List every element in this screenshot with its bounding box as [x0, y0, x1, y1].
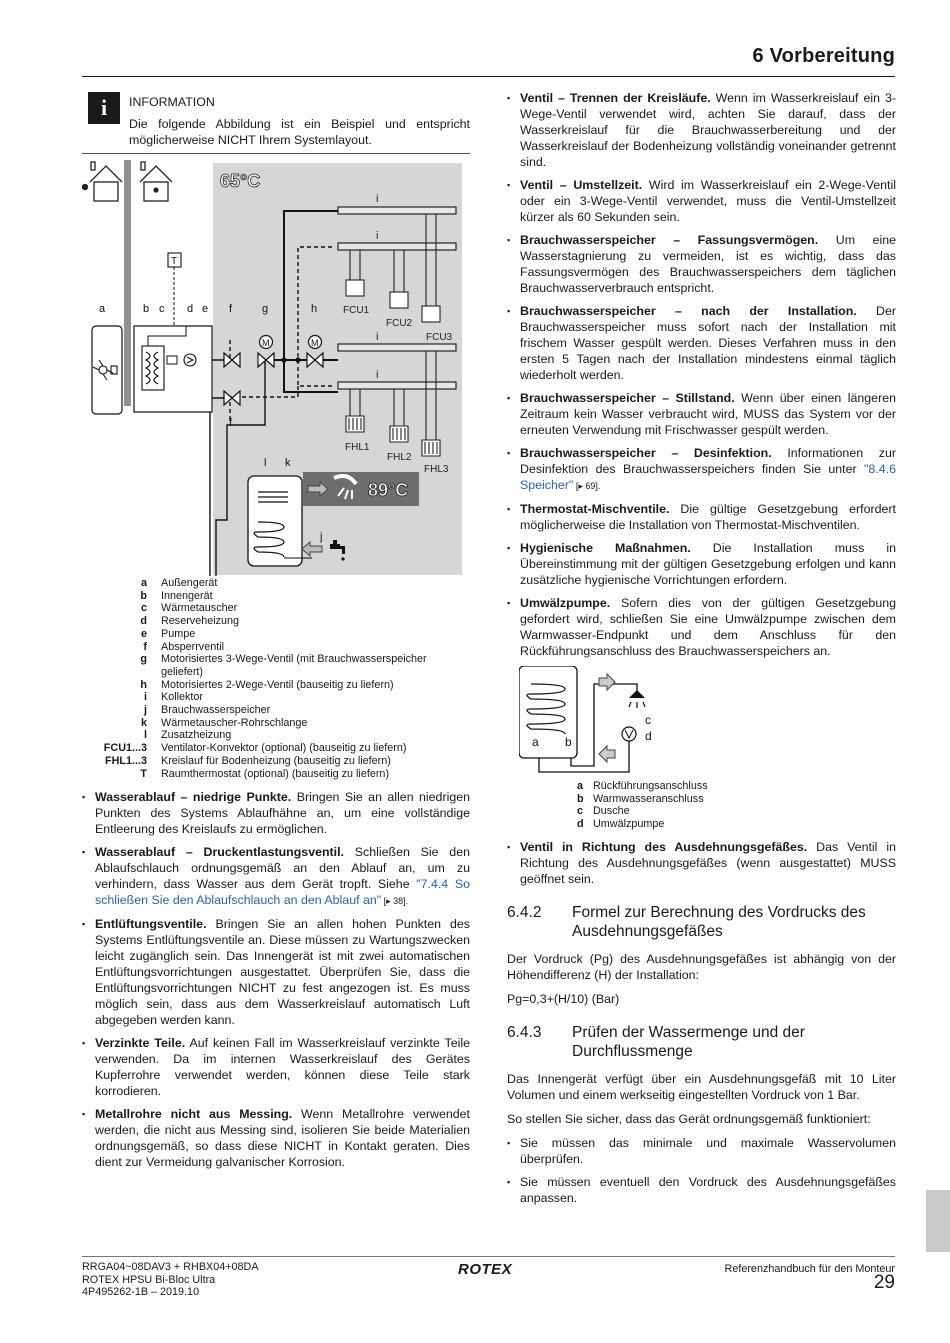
bullet-item: ▪ Entlüftungsventile. Bringen Sie an allen hohen Punkten des Systems Entlüftungsventile an. Diese müssen zu Wartungszwecken leicht zugänglich sein. Das Innengerät ist mit zwei automatischen Entlüftungsvorrichtungen ausgestattet. Überprüfen Sie, dass die Entlüftungsvorrichtungen NICHT zu fest angezogen ist. Es muss möglich sein, dass aus dem Wasserkreislauf automatisch Luft abgegeben werden kann. — [82, 916, 470, 1028]
fcu1-label: FCU1 — [343, 305, 370, 316]
bullet-item: ▪ Sie müssen das minimale und maximale Wasservolumen überprüfen. — [507, 1135, 896, 1167]
info-title: INFORMATION — [129, 95, 215, 109]
legend-row: d Umwälzpumpe — [577, 818, 665, 831]
legend-row: f Absperrventil — [143, 640, 225, 653]
left-bullet-list — [82, 789, 470, 1170]
link-drain-hose[interactable]: "7.4.4 So schließen Sie den Ablaufschlauch an den Ablauf an" — [95, 877, 470, 908]
label-i-2: i — [376, 230, 379, 242]
legend-row: geliefert) — [161, 665, 204, 678]
legend-row: c Wärmetauscher — [140, 602, 238, 615]
label-f-1: f — [229, 303, 233, 315]
legend-row: d Reserveheizung — [140, 615, 240, 628]
motor-label-g: M — [262, 338, 270, 348]
bullet-item: ▪ Wasserablauf – Druckentlastungsventil. Schließen Sie den Ablaufschlauch ordnungsgemäß an den Ablauf an, um zu verhindern, dass Wasser aus dem Gerät tropft. Siehe "7.4.4 So schließen Sie den Ablaufschlauch an den Ablauf an" [▸ 38]. — [82, 844, 470, 909]
legend-row: T Raumthermostat (optional) (bauseitig zu liefern) — [140, 767, 390, 780]
legend-row: a Rückführungsanschluss — [577, 780, 708, 792]
bullet-item: ▪ Sie müssen eventuell den Vordruck des Ausdehnungsgefäßes anpassen. — [507, 1174, 896, 1206]
paragraph: Der Vordruck (Pg) des Ausdehnungsgefäßes ist abhängig von der Höhendifferenz (H) der Installation: — [507, 951, 896, 982]
bullet-item: ▪ Brauchwasserspeicher – Desinfektion. Informationen zur Desinfektion des Brauchwasserspeichers finden Sie unter "8.4.6 Speicher" [▸ 69]. — [507, 445, 896, 494]
right-column — [507, 90, 896, 1213]
label-k: k — [285, 457, 291, 469]
recirculation-diagram — [519, 666, 679, 778]
shower-head-icon — [629, 690, 645, 698]
check-list — [507, 1135, 896, 1206]
information-box — [82, 90, 470, 154]
label-g: g — [262, 303, 269, 315]
label-l: l — [264, 457, 267, 469]
legend-row: k Wärmetauscher-Rohrschlange — [140, 716, 308, 729]
bullet-item: ▪ Umwälzpumpe. Sofern dies von der gültigen Gesetzgebung gefordert wird, schließen Sie eine Umwälzpumpe zwischen dem Warmwasser-Endpunkt und dem Anschluss für den Rückführungsanschluss des Brauchwasserspeichers an. — [507, 595, 896, 659]
bullet-item: ▪ Ventil – Trennen der Kreisläufe. Wenn im Wasserkreislauf ein 3-Wege-Ventil verwendet wird, achten Sie darauf, dass der Wasserkreislauf für die Brauchwasserbereitung und der Wasserkreislauf der Bodenheizung vollständig voneinander getrennt sind. — [507, 90, 896, 170]
legend-row: FCU1...3 Ventilator-Konvektor (optional) (bauseitig zu liefern) — [103, 742, 407, 755]
legend-row: h Motorisiertes 2-Wege-Ventil (bauseitig zu liefern) — [140, 678, 394, 691]
label-b-2: b — [565, 735, 572, 749]
tank-temperature: 89°C — [368, 480, 409, 500]
bullet-item: ▪ Wasserablauf – niedrige Punkte. Bringen Sie an allen niedrigen Punkten des Systems Ablaufhähne an, um eine vollständige Entleerung des Kreislaufs zu ermöglichen. — [82, 789, 470, 837]
legend-row: b Warmwasseranschluss — [577, 792, 704, 805]
label-d: d — [187, 303, 194, 315]
fhl1-label: FHL1 — [345, 442, 370, 453]
fhl3-label: FHL3 — [424, 464, 449, 475]
bullet-item: ▪ Ventil – Umstellzeit. Wird im Wasserkreislauf ein 2-Wege-Ventil oder ein 3-Wege-Ventil verwendet, muss die Ventil-Umstellzeit kürzer als 60 Sekunden sein. — [507, 177, 896, 225]
formula: Pg=0,3+(H/10) (Bar) — [507, 991, 620, 1006]
left-column — [82, 90, 470, 1177]
label-i-3: i — [376, 331, 379, 343]
bullet-item: ▪ Brauchwasserspeicher – nach der Installation. Der Brauchwasserspeicher muss sofort nach der Installation mit frischem Wasser gespült werden. Dieses Verfahren muss in den ersten 5 Tagen nach der Installation mindestens einmal täglich wiederholt werden. — [507, 303, 896, 383]
label-i-1: i — [376, 193, 379, 205]
fcu3-label: FCU3 — [426, 332, 453, 343]
label-a: a — [99, 303, 106, 315]
footer-rule — [82, 1256, 895, 1257]
right-bullet-list-2 — [507, 839, 896, 887]
outdoor-house-icon — [90, 162, 122, 201]
section-heading-642: 6.4.2 Formel zur Berechnung des Vordrucks des Ausdehnungsgefäßes — [507, 903, 866, 940]
legend-row: l Zusatzheizung — [144, 729, 232, 742]
legend-row: e Pumpe — [140, 627, 196, 640]
system-diagram — [82, 160, 470, 576]
pump-icon — [184, 354, 196, 366]
bullet-item: ▪ Thermostat-Mischventile. Die gültige Gesetzgebung erfordert möglicherweise die Installation von Thermostat-Mischventilen. — [507, 501, 896, 533]
label-d-2: d — [645, 729, 652, 743]
info-text: Die folgende Abbildung ist ein Beispiel und entspricht möglicherweise NICHT Ihrem Systemlayout. — [129, 117, 470, 147]
paragraph: Das Innengerät verfügt über ein Ausdehnungsgefäß mit 10 Liter Volumen und einem werkseitig eingestellten Vordruck von 1 Bar. — [507, 1071, 896, 1102]
fcu2-label: FCU2 — [386, 318, 413, 329]
bullet-item: ▪ Hygienische Maßnahmen. Die Installation muss in Übereinstimmung mit der gültigen Gesetzgebung erfolgen und kann zusätzliche hygienische Vorrichtungen erfordern. — [507, 540, 896, 588]
legend-row: i Kollektor — [144, 691, 204, 704]
side-tab — [926, 1190, 950, 1252]
label-c: c — [159, 303, 165, 315]
label-j: j — [320, 531, 323, 543]
arrow-hot-water — [599, 674, 615, 690]
right-bullet-list — [507, 90, 896, 659]
label-h: h — [311, 303, 318, 315]
label-c-2: c — [645, 713, 651, 727]
label-i-4: i — [376, 369, 379, 381]
bullet-item: ▪ Brauchwasserspeicher – Stillstand. Wenn über einen längeren Zeitraum kein Wasser verbraucht wird, MUSS das System vor der erneuten Verwendung mit Frischwasser gespült werden. — [507, 390, 896, 438]
footer-manual-title: Referenzhandbuch für den Monteur — [724, 1263, 895, 1275]
room-temperature: 65°C — [220, 171, 261, 191]
legend-row: FHL1...3 Kreislauf für Bodenheizung (bauseitig zu liefern) — [105, 754, 391, 767]
paragraph: So stellen Sie sicher, dass das Gerät ordnungsgemäß funktioniert: — [507, 1111, 871, 1126]
label-f-2: f — [229, 417, 233, 429]
legend-row: b Innengerät — [140, 589, 213, 602]
section-heading-643: 6.4.3 Prüfen der Wassermenge und der Durchflussmenge — [507, 1023, 805, 1060]
legend-row: c Dusche — [577, 805, 630, 818]
indoor-house-icon — [140, 162, 172, 201]
information-icon: i — [88, 92, 120, 124]
fhl2-label: FHL2 — [387, 452, 412, 463]
bullet-item: ▪ Metallrohre nicht aus Messing. Wenn Metallrohre verwendet werden, die nicht aus Messing sind, isolieren Sie beide Materialien ordnungsgemäß, so dass diese NICHT in Kontakt geraten. Dies dient zur Vermeidung galvanischer Korrosion. — [82, 1106, 470, 1170]
motor-label-h: M — [311, 338, 319, 348]
label-a-2: a — [532, 735, 539, 749]
diagram-legend — [82, 577, 470, 780]
legend-row: g Motorisiertes 3-Wege-Ventil (mit Brauchwasserspeicher — [140, 653, 427, 666]
footer-model-info: RRGA04~08DAV3 + RHBX04+08DA ROTEX HPSU Bi-Bloc Ultra 4P495262-1B – 2019.10 — [82, 1261, 259, 1299]
legend-row: j Brauchwasserspeicher — [144, 704, 271, 717]
recirculation-legend — [577, 780, 896, 831]
link-speicher[interactable]: "8.4.6 Speicher" — [520, 462, 896, 492]
label-e: e — [202, 303, 209, 315]
thermostat-label: T — [171, 256, 178, 267]
legend-row: a Außengerät — [140, 577, 218, 589]
rotex-logo: ROTEX — [458, 1261, 513, 1278]
bullet-item: ▪ Ventil in Richtung des Ausdehnungsgefäßes. Das Ventil in Richtung des Ausdehnungsgefäßes (wenn ausgestattet) MUSS geöffnet sein. — [507, 839, 896, 887]
label-b: b — [143, 303, 150, 315]
page-number: 29 — [873, 1272, 895, 1293]
chapter-rule — [82, 76, 895, 77]
chapter-title: 6 Vorbereitung — [752, 45, 895, 67]
arrow-return — [599, 746, 615, 762]
bullet-item: ▪ Brauchwasserspeicher – Fassungsvermögen. Um eine Wasserstagnierung zu vermeiden, ist es wichtig, dass das Fassungsvermögen des Brauchwasserspeichers dem täglichen Brauchwasserverbrauch entspricht. — [507, 232, 896, 296]
bullet-item: ▪ Verzinkte Teile. Auf keinen Fall im Wasserkreislauf verzinkte Teile verwenden. Da im internen Wasserkreislauf des Gerätes Kupferrohre verwendet werden, können diese Teile stark korrodieren. — [82, 1035, 470, 1099]
